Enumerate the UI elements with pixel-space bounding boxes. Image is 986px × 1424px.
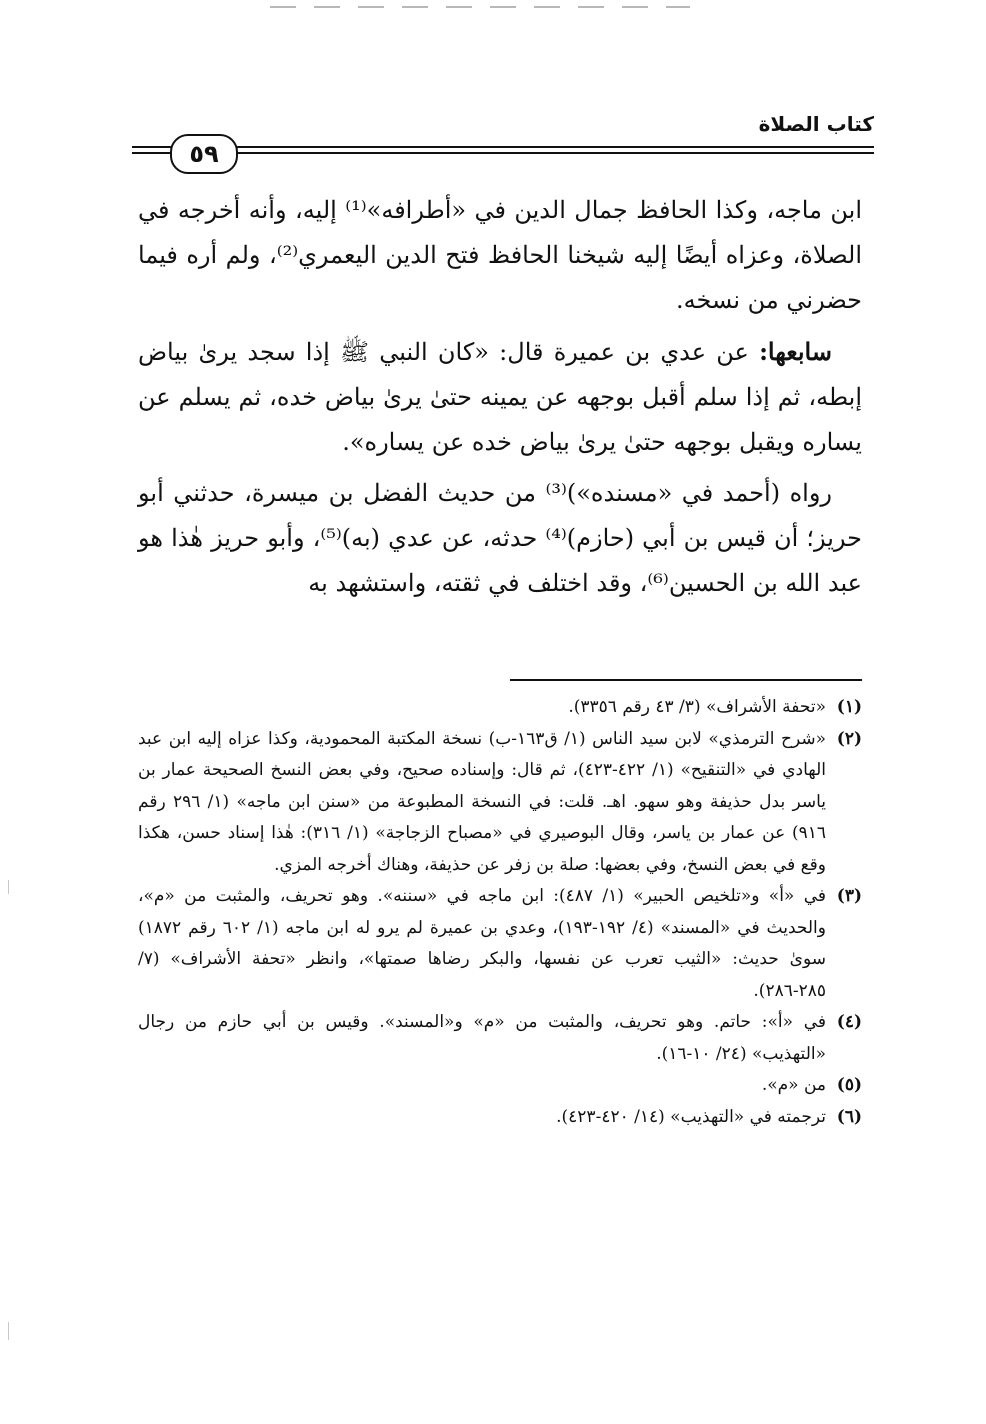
running-title: كتاب الصلاة	[758, 112, 874, 136]
footnote-separator	[510, 679, 862, 681]
footnote-text: «شرح الترمذي» لابن سيد الناس (١/ ق١٦٣-ب) نسخة المكتبة المحمودية، وكذا عزاه إليه ابن عبد الهادي في «التنقيح» (١/ ٤٢٢-٤٢٣)، ثم قال: وإسناده صحيح، وفي بعض النسخ الصحيحة عمار بن ياسر بدل حذيفة وهو سهو. اهـ. قلت: في النسخة المطبوعة من «سنن ابن ماجه» (١/ ٢٩٦ رقم ٩١٦) عن عمار بن ياسر، وقال البوصيري في «مصباح الزجاجة» (١/ ٣١٦): هٰذا إسناد حسن، هكذا وقع في بعض النسخ، وفي بعضها: صلة بن زفر عن حذيفة، وهناك أخرجه المزي.	[138, 728, 827, 875]
page-number	[170, 134, 238, 174]
footnote-number: (٣)	[836, 886, 862, 906]
footnote-3	[138, 881, 862, 1007]
paragraph-2-text: عن عدي بن عميرة قال: «كان النبي ﷺ إذا سجد يرىٰ بياض إبطه، ثم إذا سلم أقبل بوجهه عن يمينه حتىٰ يرىٰ بياض خده، ثم يسلم عن يساره ويقبل بوجهه حتىٰ يرىٰ بياض خده عن يساره».	[138, 338, 862, 456]
footnotes	[138, 692, 862, 1133]
footnote-text: في «أ» و«تلخيص الحبير» (١/ ٤٨٧): ابن ماجه في «سننه». وهو تحريف، والمثبت من «م»، والحديث في «المسند» (٤/ ١٩٢-١٩٣)، وعدي بن عميرة لم يرو له ابن ماجه (١/ ٦٠٢ رقم ١٨٧٢) سوىٰ حديث: «الثيب تعرب عن نفسها، والبكر رضاها صمتها»، وانظر «تحفة الأشراف» (٧/ ٢٨٥-٢٨٦).	[138, 886, 826, 1001]
footnote-number: (٥)	[836, 1075, 862, 1095]
footnote-text: في «أ»: حاتم. وهو تحريف، والمثبت من «م» و«المسند». وقيس بن أبي حازم من رجال «التهذيب» (٢٤/ ١٠-١٦).	[138, 1012, 826, 1064]
footnote-6	[138, 1102, 862, 1134]
footnote-5	[138, 1070, 862, 1102]
footnote-number: (٤)	[836, 1012, 862, 1032]
footnote-2	[138, 724, 862, 882]
footnote-1	[138, 692, 862, 724]
paragraph-3: رواه (أحمد في «مسنده»)⁽³⁾ من حديث الفضل بن ميسرة، حدثني أبو حريز؛ أن قيس بن أبي (حازم)⁽⁴⁾ حدثه، عن عدي (به)⁽⁵⁾، وأبو حريز هٰذا هو عبد الله بن الحسين⁽⁶⁾، وقد اختلف في ثقته، واستشهد به	[138, 479, 862, 597]
main-text	[138, 188, 862, 612]
page-number-text: ٥٩	[189, 140, 219, 168]
scan-artifact-dashes	[270, 6, 690, 8]
footnote-number: (١)	[836, 697, 862, 717]
footnote-text: ترجمته في «التهذيب» (١٤/ ٤٢٠-٤٢٣).	[556, 1106, 826, 1127]
footnote-text: من «م».	[761, 1075, 826, 1095]
footnote-number: (٦)	[836, 1106, 862, 1127]
scan-artifact-mark	[8, 880, 9, 894]
paragraph-2	[138, 329, 862, 465]
footnote-number: (٢)	[836, 728, 862, 749]
section-lead: سابعها:	[759, 337, 832, 366]
header-rule-top	[132, 146, 874, 148]
header-rule-bottom	[132, 152, 874, 154]
footnote-4	[138, 1007, 862, 1070]
footnote-text: «تحفة الأشراف» (٣/ ٤٣ رقم ٣٣٥٦).	[568, 697, 826, 717]
paragraph-1: ابن ماجه، وكذا الحافظ جمال الدين في «أطرافه»⁽¹⁾ إليه، وأنه أخرجه في الصلاة، وعزاه أيضًا إليه شيخنا الحافظ فتح الدين اليعمري⁽²⁾، ولم أره فيما حضرني من نسخه.	[138, 196, 862, 314]
scan-artifact-mark	[8, 1322, 9, 1340]
